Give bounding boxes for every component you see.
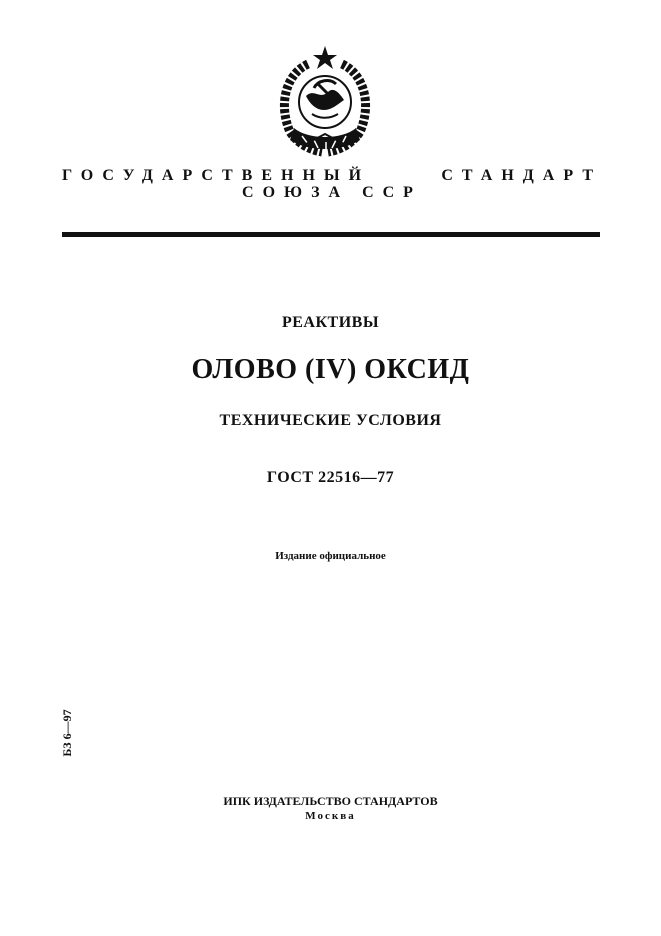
document-title: ОЛОВО (IV) ОКСИД <box>191 354 470 385</box>
horizontal-rule <box>62 232 600 237</box>
header-state-standard: ГОСУДАРСТВЕННЫЙ СТАНДАРТ <box>62 167 602 184</box>
side-note: БЗ 6—97 <box>60 709 74 757</box>
publisher-name: ИПК ИЗДАТЕЛЬСТВО СТАНДАРТОВ <box>223 794 438 808</box>
gost-number: ГОСТ 22516—77 <box>266 469 395 486</box>
document-category: РЕАКТИВЫ <box>281 314 380 331</box>
publisher-city: Москва <box>305 810 356 822</box>
header-ussr: СОЮЗА ССР <box>242 184 422 201</box>
state-emblem-icon <box>268 44 382 158</box>
document-subtitle: ТЕХНИЧЕСКИЕ УСЛОВИЯ <box>219 412 442 429</box>
edition-label: Издание официальное <box>275 550 386 562</box>
